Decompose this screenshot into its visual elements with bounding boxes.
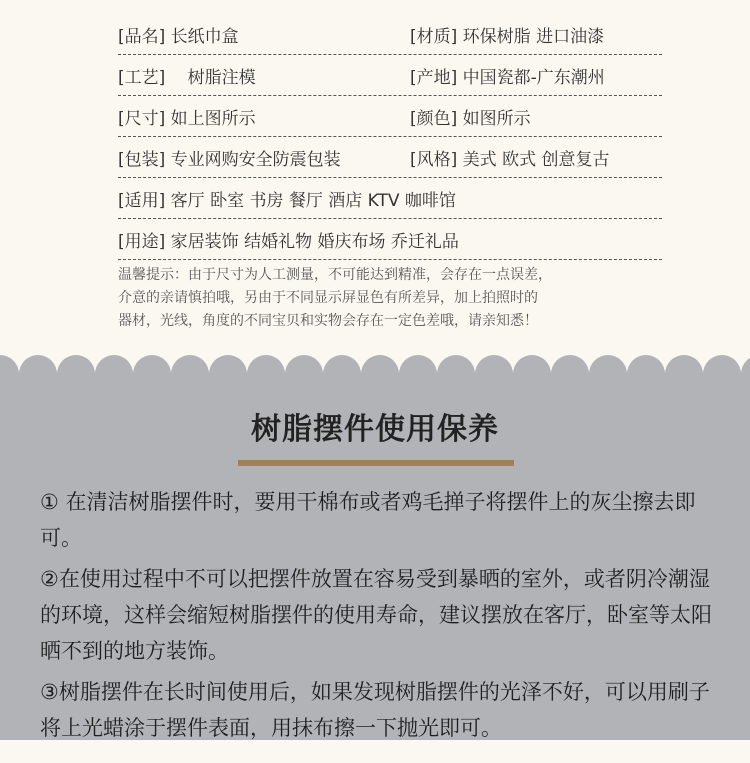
scallop-bump — [437, 355, 475, 393]
scallop-bump — [551, 355, 589, 393]
spec-cell-origin: [产地] 中国瓷都-广东潮州 — [410, 68, 605, 88]
scallop-bump — [399, 355, 437, 393]
care-title: 树脂摆件使用保养 — [251, 412, 499, 447]
spec-cell-size: [尺寸] 如上图所示 — [118, 109, 256, 129]
scallop-bump — [57, 355, 95, 393]
spec-row — [118, 219, 662, 260]
notice-line: 介意的亲请慎拍哦，另由于不同显示屏显色有所差异，加上拍照时的 — [118, 290, 538, 306]
spec-row — [118, 55, 662, 96]
spec-cell-name: [品名] 长纸巾盒 — [118, 27, 239, 47]
scallop-bump — [475, 355, 513, 393]
care-list — [40, 484, 716, 751]
spec-row — [118, 137, 662, 178]
spec-cell-packaging: [包装] 专业网购安全防震包装 — [118, 150, 341, 170]
scallop-bump — [665, 355, 703, 393]
scallop-bump — [627, 355, 665, 393]
spec-cell-material: [材质] 环保树脂 进口油漆 — [410, 27, 605, 47]
spec-row — [118, 96, 662, 137]
notice-text — [118, 264, 662, 333]
notice-line: 器材，光线，角度的不同宝贝和实物会存在一定色差哦，请亲知悉！ — [118, 313, 538, 329]
spec-cell-style: [风格] 美式 欧式 创意复古 — [410, 150, 610, 170]
notice-line: 温馨提示：由于尺寸为人工测量，不可能达到精准，会存在一点误差， — [118, 267, 552, 283]
spec-row — [118, 178, 662, 219]
scallop-edge — [0, 353, 750, 393]
spec-row — [118, 14, 662, 55]
scallop-bump — [247, 355, 285, 393]
scallop-bump — [133, 355, 171, 393]
scallop-bump — [361, 355, 399, 393]
scallop-bump — [513, 355, 551, 393]
spec-cell-purpose: [用途] 家居装饰 结婚礼物 婚庆布场 乔迁礼品 — [118, 232, 459, 252]
care-item-clean: ① 在清洁树脂摆件时，要用干棉布或者鸡毛掸子将摆件上的灰尘擦去即可。 — [40, 490, 696, 550]
scallop-bump — [703, 355, 741, 393]
scallop-bump — [323, 355, 361, 393]
scallop-bump — [95, 355, 133, 393]
care-item-placement: ②在使用过程中不可以把摆件放置在容易受到暴晒的室外，或者阴冷潮湿的环境，这样会缩短树脂摆件的使用寿命，建议摆放在客厅，卧室等太阳晒不到的地方装饰。 — [40, 567, 712, 663]
scallop-bump — [19, 355, 57, 393]
scallop-bump — [171, 355, 209, 393]
scallop-bump — [209, 355, 247, 393]
title-underline — [238, 460, 514, 466]
spec-table — [118, 14, 662, 260]
spec-cell-color: [颜色] 如图所示 — [410, 109, 531, 129]
spec-cell-craft: [工艺] 树脂注模 — [118, 68, 256, 88]
scallop-bump — [589, 355, 627, 393]
scallop-bump — [285, 355, 323, 393]
care-item-polish: ③树脂摆件在长时间使用后，如果发现树脂摆件的光泽不好，可以用刷子将上光蜡涂于摆件表面，用抹布擦一下抛光即可。 — [40, 680, 710, 740]
spec-cell-usage: [适用] 客厅 卧室 书房 餐厅 酒店 KTV 咖啡馆 — [118, 191, 456, 211]
